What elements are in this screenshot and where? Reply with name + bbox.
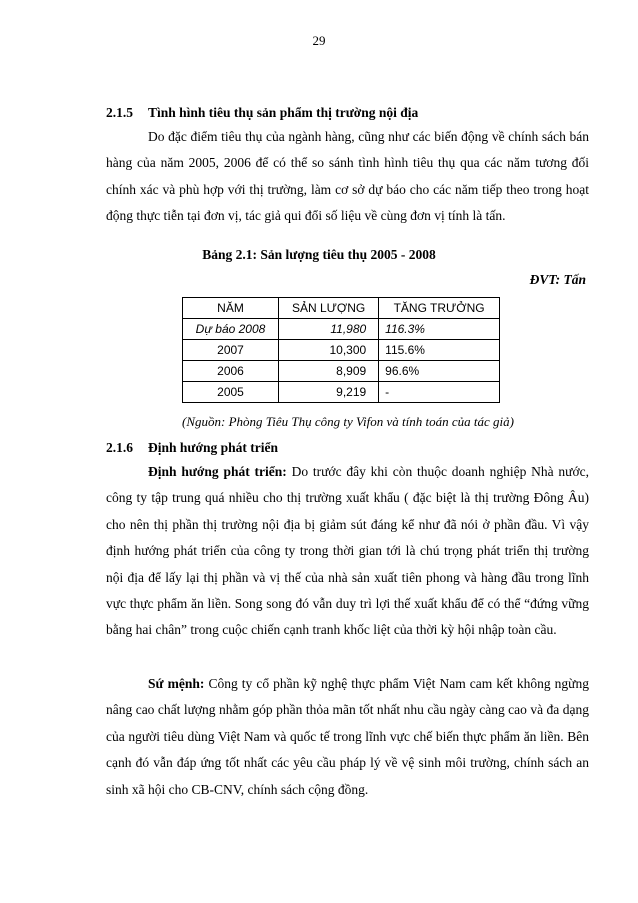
section-title: Định hướng phát triển xyxy=(148,440,278,455)
table-row xyxy=(183,340,500,361)
quantity-cell: 8,909 xyxy=(279,361,379,382)
growth-cell: 116.3% xyxy=(379,319,500,340)
quantity-cell: 9,219 xyxy=(279,382,379,403)
section-heading-2-1-5 xyxy=(106,105,418,121)
paragraph-text: Công ty cổ phần kỹ nghệ thực phẩm Việt Nam cam kết không ngừng nâng cao chất lượng nhằm góp phần thỏa mãn tốt nhất nhu cầu ngày càng cao và đa dạng của người tiêu dùng Việt Nam và quốc tế trong lĩnh vực chế biến thực phẩm ăn liền. Bên cạnh đó vẫn đáp ứng tốt nhất các yêu cầu pháp lý về vệ sinh môi trường, chính sách an sinh xã hội cho CB-CNV, chính sách cộng đồng. xyxy=(106,676,589,797)
table-row xyxy=(183,382,500,403)
paragraph-lead: Định hướng phát triển: xyxy=(148,464,287,479)
column-header-year: NĂM xyxy=(183,298,279,319)
page-number: 29 xyxy=(312,33,326,48)
quantity-cell: 11,980 xyxy=(279,319,379,340)
table-row xyxy=(183,319,500,340)
section-heading-2-1-6 xyxy=(106,440,278,456)
growth-cell: 96.6% xyxy=(379,361,500,382)
table-unit: ĐVT: Tấn xyxy=(529,272,586,287)
column-header-growth: TĂNG TRƯỞNG xyxy=(379,298,500,319)
table-caption: Bảng 2.1: Sản lượng tiêu thụ 2005 - 2008 xyxy=(202,247,436,262)
growth-cell: 115.6% xyxy=(379,340,500,361)
quantity-cell: 10,300 xyxy=(279,340,379,361)
year-cell: Dự báo 2008 xyxy=(183,319,279,340)
year-cell: 2005 xyxy=(183,382,279,403)
section-title: Tình hình tiêu thụ sản phẩm thị trường nội địa xyxy=(148,105,419,120)
section-number: 2.1.6 xyxy=(106,440,133,455)
table-row xyxy=(183,361,500,382)
paragraph-lead: Sứ mệnh: xyxy=(148,676,205,691)
growth-cell: - xyxy=(379,382,500,403)
paragraph-text: Do trước đây khi còn thuộc doanh nghiệp Nhà nước, công ty tập trung quá nhiều cho thị trường xuất khẩu ( đặc biệt là thị trường Đông Âu) cho nên thị phần thị trường nội địa bị giảm sút đáng kể như đã nói ở phần đầu. Vì vậy định hướng phát triển của công ty trong thời gian tới là chú trọng phát triển thị trường nội địa để lấy lại thị phần và vị thế của nhà sản xuất tiên phong và hàng đầu trong lĩnh vực thực phẩm ăn liền. Song song đó vẫn duy trì lợi thế xuất khẩu để có thể “đứng vững bằng hai chân” trong cuộc chiến cạnh tranh khốc liệt của thời kỳ hội nhập toàn cầu. xyxy=(106,464,589,638)
paragraph-consumption xyxy=(106,124,589,230)
paragraph-mission xyxy=(106,671,589,803)
year-cell: 2007 xyxy=(183,340,279,361)
column-header-quantity: SẢN LƯỢNG xyxy=(279,298,379,319)
table-source-note: (Nguồn: Phòng Tiêu Thụ công ty Vifon và tính toán của tác giả) xyxy=(182,414,514,429)
paragraph-text: Do đặc điểm tiêu thụ của ngành hàng, cũng như các biến động về chính sách bán hàng của năm 2005, 2006 để có thể so sánh tình hình tiêu thụ qua các năm tương đối chính xác và phù hợp với thị trường, làm cơ sở dự báo cho các năm tiếp theo trong hoạt động thực tiễn tại đơn vị, tác giả qui đổi số liệu về cùng đơn vị tính là tấn. xyxy=(106,129,589,224)
section-number: 2.1.5 xyxy=(106,105,133,120)
year-cell: 2006 xyxy=(183,361,279,382)
table-header-row xyxy=(183,298,500,319)
sales-volume-table xyxy=(182,297,500,403)
paragraph-development-direction xyxy=(106,459,589,644)
